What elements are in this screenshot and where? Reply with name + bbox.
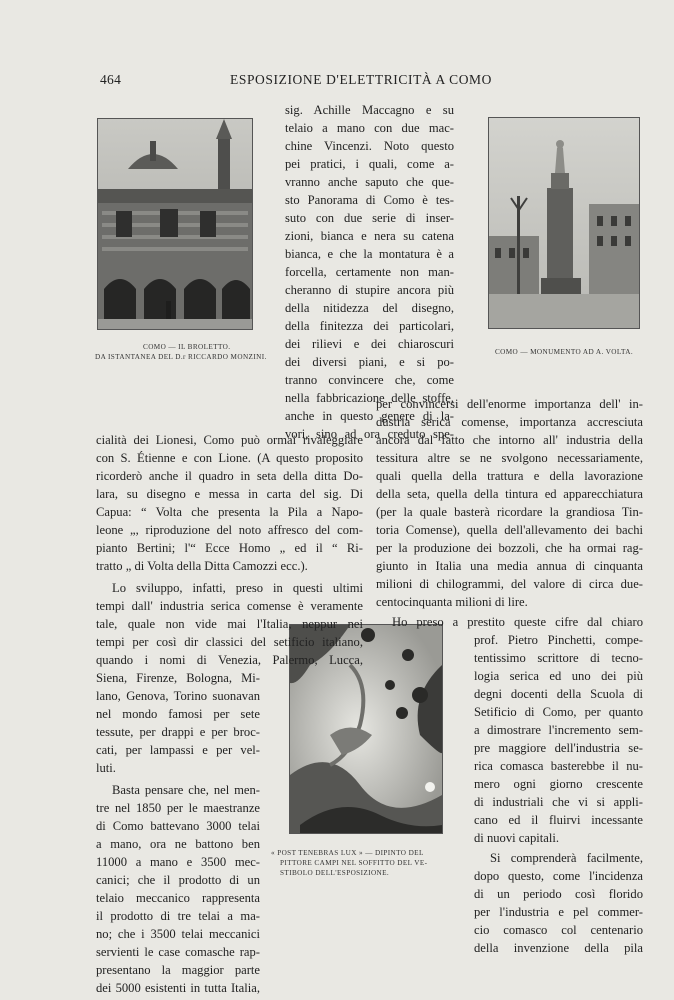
text-line: canici; che il prodotto di un	[96, 873, 260, 887]
text-line: tale, quale non vide mai l'Italia, neppur nei	[96, 617, 363, 631]
text-line: della invenzione della pila	[474, 941, 643, 955]
text-line: vori, sino ad ora creduto spe-	[285, 427, 454, 441]
text-line: chine Vincenzi. Noto questo	[285, 139, 454, 153]
text-line: rica comasca basterebbe il nu-	[474, 759, 643, 773]
text-line: dopo questo, come l'incidenza	[474, 869, 643, 883]
text-line: ricorderò anche il quadro in seta della ditta Do-	[96, 469, 363, 483]
page-header	[100, 72, 640, 90]
broletto-illustration	[98, 119, 252, 329]
broletto-caption	[97, 342, 297, 362]
text-line: Siena, Firenze, Bologna, Mi-	[96, 671, 260, 685]
volta-monument-photo-icon	[488, 117, 640, 329]
text-line: per l'industria e pel commer-	[474, 905, 643, 919]
painting-caption-line: « POST TENEBRAS LUX » — DIPINTO DEL	[271, 849, 424, 857]
text-line: mero ogni giorno crescente	[474, 777, 643, 791]
text-line: dei rilievi e dei chiaroscuri	[285, 337, 454, 351]
text-line: dustria serica comense, importanza accresciuta	[376, 415, 643, 429]
broletto-caption-line: COMO — IL BROLETTO.	[143, 343, 231, 351]
text-line: della nitidezza del disegno,	[285, 301, 454, 315]
painting-caption-line: PITTORE CAMPI NEL SOFFITTO DEL VE-	[280, 859, 428, 867]
text-line: tempi per così dir classici del setificio italiano,	[96, 635, 363, 649]
text-line: pianto Bertini; l'“ Ecce Homo „ ed il “ Ri-	[96, 541, 363, 555]
text-line: tessute, per drappi e per broc-	[96, 725, 260, 739]
text-line: bianca, e che la montatura è a	[285, 247, 454, 261]
text-line: a dimostrare l'incremento sem-	[474, 723, 643, 737]
text-line: cialità dei Lionesi, Como può ormai rivaleggiare	[96, 433, 363, 447]
text-line: per la produzione dei bozzoli, che ha ormai rag-	[376, 541, 643, 555]
text-line: Capua: “ Volta che presenta la Pila a Napo-	[96, 505, 363, 519]
text-line: Basta pensare che, nel men-	[112, 783, 260, 797]
text-line: sig. Achille Maccagno e su	[285, 103, 454, 117]
text-line: Ho preso a prestito queste cifre dal chiaro	[392, 615, 643, 629]
text-line: di Como battevano 3000 telai	[96, 819, 260, 833]
text-line: nel mondo famosi per sete	[96, 707, 260, 721]
text-line: luti.	[96, 761, 116, 775]
text-line: toria Comense), quella dell'allevamento dei bachi	[376, 523, 643, 537]
text-line: per convincersi dell'enorme importanza dell' in-	[376, 397, 643, 411]
text-line: pre maggiore dell'industria se-	[474, 741, 643, 755]
page-number: 464	[100, 72, 122, 87]
text-line: cano ed il fluirvi incessante	[474, 813, 643, 827]
text-line: tessitura altre se ne svolgono necessariamente,	[376, 451, 643, 465]
text-line: telaio a mano con due mac-	[285, 121, 454, 135]
text-line: logia serica ed uno dei più	[474, 669, 643, 683]
text-line: tranno convincere che, come	[285, 373, 454, 387]
running-title: ESPOSIZIONE D'ELETTRICITÀ A COMO	[230, 72, 493, 87]
text-line: degni docenti della Scuola di	[474, 687, 643, 701]
text-line: centocinquanta milioni di lire.	[376, 595, 528, 609]
text-line: della finitezza dei particolari,	[285, 319, 454, 333]
text-line: giunto in Italia una media annua di cinquanta	[376, 559, 643, 573]
text-line: di industriali che vi si appli-	[474, 795, 643, 809]
text-line: lano, Genova, Torino suonavan	[96, 689, 260, 703]
painting-caption	[268, 848, 460, 878]
text-line: con S. Étienne e con Lione. (A questo proposito	[96, 451, 363, 465]
text-line: tratto „ di Volta della Ditta Camozzi ecc.).	[96, 559, 308, 573]
text-line: anche in questo genere di la-	[285, 409, 454, 423]
text-line: (per la quale basterà ricordare la grandiosa Tin-	[376, 505, 643, 519]
text-line: no; che i 3500 telai meccanici	[96, 927, 260, 941]
text-line: di nuovi capitali.	[474, 831, 559, 845]
text-line: dei diversi piani, e si po-	[285, 355, 454, 369]
text-line: milioni di chilogrammi, del valore di circa due-	[376, 577, 643, 591]
text-line: tentissimo scrittore di tecno-	[474, 651, 643, 665]
text-line: suto con due serie di inser-	[285, 211, 454, 225]
text-line: sto Panorama di Como è tes-	[285, 193, 454, 207]
text-line: pei pratici, i quali, come a-	[285, 157, 454, 171]
text-line: telaio meccanico rappresenta	[96, 891, 260, 905]
text-line: della seta, quella della tintura ed apparecchiatura	[376, 487, 643, 501]
text-line: Setificio di Como, per quanto	[474, 705, 643, 719]
text-line: tempi dall' industria serica comense è veramente	[96, 599, 363, 613]
text-line: presentano la maggior parte	[96, 963, 260, 977]
text-line: cio comasco col centenario	[474, 923, 643, 937]
text-line: Lo sviluppo, infatti, preso in questi ultimi	[112, 581, 363, 595]
text-line: Si comprenderà facilmente,	[490, 851, 643, 865]
broletto-caption-line: DA ISTANTANEA DEL D.r RICCARDO MONZINI.	[95, 353, 267, 361]
volta-caption	[476, 347, 652, 357]
text-line: leone „, riproduzione del noto affresco del com-	[96, 523, 363, 537]
volta-caption-line: COMO — MONUMENTO AD A. VOLTA.	[494, 348, 634, 356]
text-line: nella fabbricazione delle stoffe,	[285, 391, 454, 405]
volta-monument-illustration	[489, 118, 639, 328]
text-line: tre nel 1850 per le maestranze	[96, 801, 260, 815]
text-line: forcella, certamente non man-	[285, 265, 454, 279]
text-line: servienti le case comasche rap-	[96, 945, 260, 959]
text-line: dei 5000 esistenti in tutta Italia,	[96, 981, 260, 995]
text-line: quali quella della trattura e della lavorazione	[376, 469, 643, 483]
text-line: prof. Pietro Pinchetti, compe-	[474, 633, 643, 647]
text-line: lara, su disegno e messa in carta del sig. Di	[96, 487, 363, 501]
text-line: a mano, ora ne battono ben	[96, 837, 260, 851]
text-line: quando i nomi di Venezia, Palermo, Lucca,	[96, 653, 363, 667]
text-line: vranno anche saputo che que-	[285, 175, 454, 189]
text-line: zioni, bianca e nera su catena	[285, 229, 454, 243]
text-line: cati, per lampassi e per vel-	[96, 743, 260, 757]
broletto-photo-icon	[97, 118, 253, 330]
text-line: ancora dal fatto che intorno all' industria della	[376, 433, 643, 447]
text-line: il prodotto di tre telai a ma-	[96, 909, 260, 923]
text-line: di un periodo così florido	[474, 887, 643, 901]
painting-caption-line: STIBOLO DELL'ESPOSIZIONE.	[280, 869, 390, 877]
text-line: 11000 a mano e 3500 mec-	[96, 855, 260, 869]
text-line: cheranno di stupire ancora più	[285, 283, 454, 297]
